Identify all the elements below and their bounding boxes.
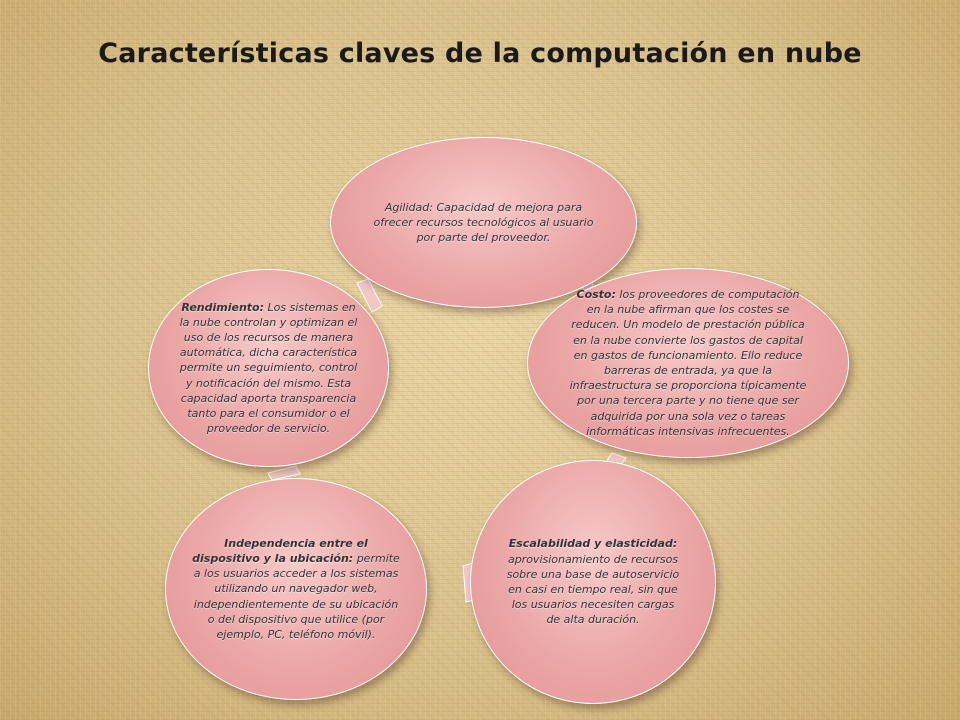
cycle-node-rendimiento xyxy=(148,269,389,467)
cycle-node-costo xyxy=(527,268,849,458)
cycle-node-agilidad xyxy=(330,137,637,308)
cycle-node-independencia xyxy=(165,478,427,700)
node-label: Independencia entre el dispositivo y la ubicación: xyxy=(192,536,368,565)
node-text-escalabilidad xyxy=(505,536,681,627)
node-description: permite a los usuarios acceder a los sistemas utilizando un navegador web, independientemente de su ubicación o del dispositivo que utilice (por ejemplo, PC, teléfono móvil). xyxy=(193,551,400,641)
node-label: Costo: xyxy=(576,287,616,301)
node-description: Capacidad de mejora para ofrecer recursos tecnológicos al usuario por parte del proveedor. xyxy=(373,200,594,245)
node-text-independencia xyxy=(190,536,402,642)
node-label: Agilidad: xyxy=(384,200,433,214)
node-description: aprovisionamiento de recursos sobre una base de autoservicio en casi en tiempo real, sin que los usuarios necesiten cargas de alta duración. xyxy=(506,552,680,627)
node-text-agilidad xyxy=(373,200,595,246)
node-description: los proveedores de computación en la nube afirman que los costes se reducen. Un modelo de prestación pública en la nube convierte los gastos de capital en gastos de funcionamiento. Ello reduce barreras de entrada, ya que la infraestructura se proporciona típicamente por una tercera parte y no tiene que ser adquirida por una sola vez o tareas informáticas intensivas infrecuentes. xyxy=(569,287,807,438)
cycle-node-escalabilidad xyxy=(470,460,716,704)
node-label: Escalabilidad y elasticidad: xyxy=(508,537,678,551)
page-title: Características claves de la computación en nube xyxy=(98,38,862,69)
node-label: Rendimiento: xyxy=(181,300,264,314)
node-text-rendimiento xyxy=(179,300,359,437)
node-description: Los sistemas en la nube controlan y optimizan el uso de los recursos de manera automática, dicha característica permite un seguimiento, control y notificación del mismo. Esta capacidad aporta transparencia tanto para el consumidor o el proveedor de servicio. xyxy=(179,300,358,436)
node-text-costo xyxy=(568,287,808,439)
